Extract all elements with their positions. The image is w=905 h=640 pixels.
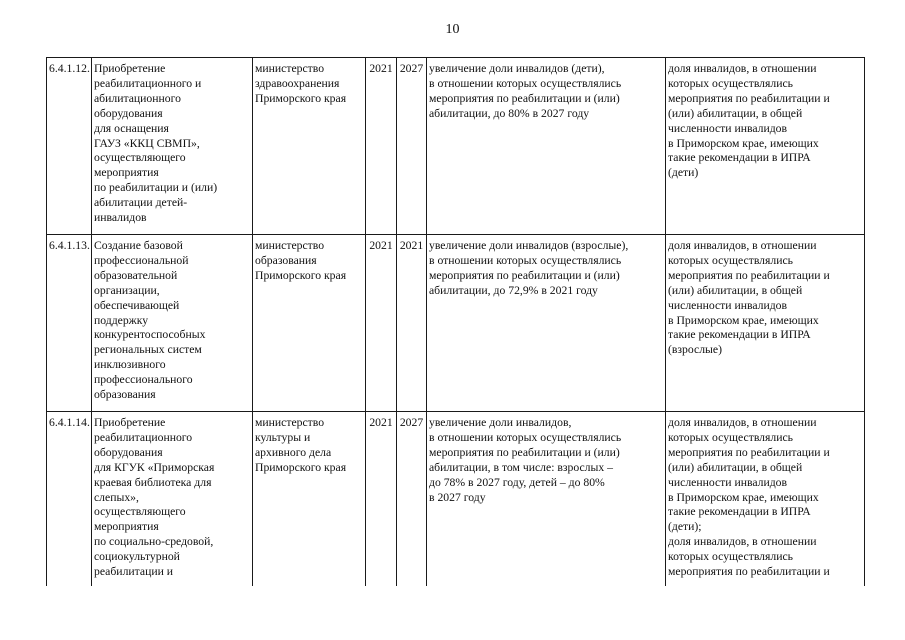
page-number: 10 (445, 22, 460, 37)
table-row (47, 58, 865, 235)
indicator: доля инвалидов, в отношении которых осуществлялись мероприятия по реабилитации и (или) абилитации, в общей численности инвалидов в Приморском крае, имеющих такие рекомендации в ИПРА (дети); доля инвалидов, в отношении которых осуществлялись мероприятия по реабилитации и (666, 412, 865, 586)
row-number: 6.4.1.13. (47, 235, 92, 412)
indicator: доля инвалидов, в отношении которых осуществлялись мероприятия по реабилитации и (или) абилитации, в общей численности инвалидов в Приморском крае, имеющих такие рекомендации в ИПРА (дети) (666, 58, 865, 235)
year-end: 2021 (397, 235, 427, 412)
year-end: 2027 (397, 58, 427, 235)
year-end: 2027 (397, 412, 427, 586)
measure-name: Приобретение реабилитационного и абилитационного оборудования для оснащения ГАУЗ «ККЦ СВМП», осуществляющего мероприятия по реабилитации и (или) абилитации детей- инвалидов (92, 58, 253, 235)
executor: министерство здравоохранения Приморского края (253, 58, 366, 235)
expected-result: увеличение доли инвалидов (дети), в отношении которых осуществлялись мероприятия по реабилитации и (или) абилитации, до 80% в 2027 году (427, 58, 666, 235)
year-start: 2021 (366, 412, 397, 586)
table-row (47, 412, 865, 586)
measures-table (46, 57, 865, 586)
expected-result: увеличение доли инвалидов (взрослые), в отношении которых осуществлялись мероприятия по реабилитации и (или) абилитации, до 72,9% в 2021 году (427, 235, 666, 412)
year-start: 2021 (366, 235, 397, 412)
expected-result: увеличение доли инвалидов, в отношении которых осуществлялись мероприятия по реабилитации и (или) абилитации, в том числе: взрослых – до 78% в 2027 году, детей – до 80% в 2027 году (427, 412, 666, 586)
row-number: 6.4.1.12. (47, 58, 92, 235)
measure-name: Создание базовой профессиональной образовательной организации, обеспечивающей поддержку конкурентоспособных региональных систем инклюзивного профессионального образования (92, 235, 253, 412)
executor: министерство культуры и архивного дела Приморского края (253, 412, 366, 586)
year-start: 2021 (366, 58, 397, 235)
table-row (47, 235, 865, 412)
row-number: 6.4.1.14. (47, 412, 92, 586)
executor: министерство образования Приморского края (253, 235, 366, 412)
measure-name: Приобретение реабилитационного оборудования для КГУК «Приморская краевая библиотека для слепых», осуществляющего мероприятия по социально-средовой, социокультурной реабилитации и (92, 412, 253, 586)
indicator: доля инвалидов, в отношении которых осуществлялись мероприятия по реабилитации и (или) абилитации, в общей численности инвалидов в Приморском крае, имеющих такие рекомендации в ИПРА (взрослые) (666, 235, 865, 412)
